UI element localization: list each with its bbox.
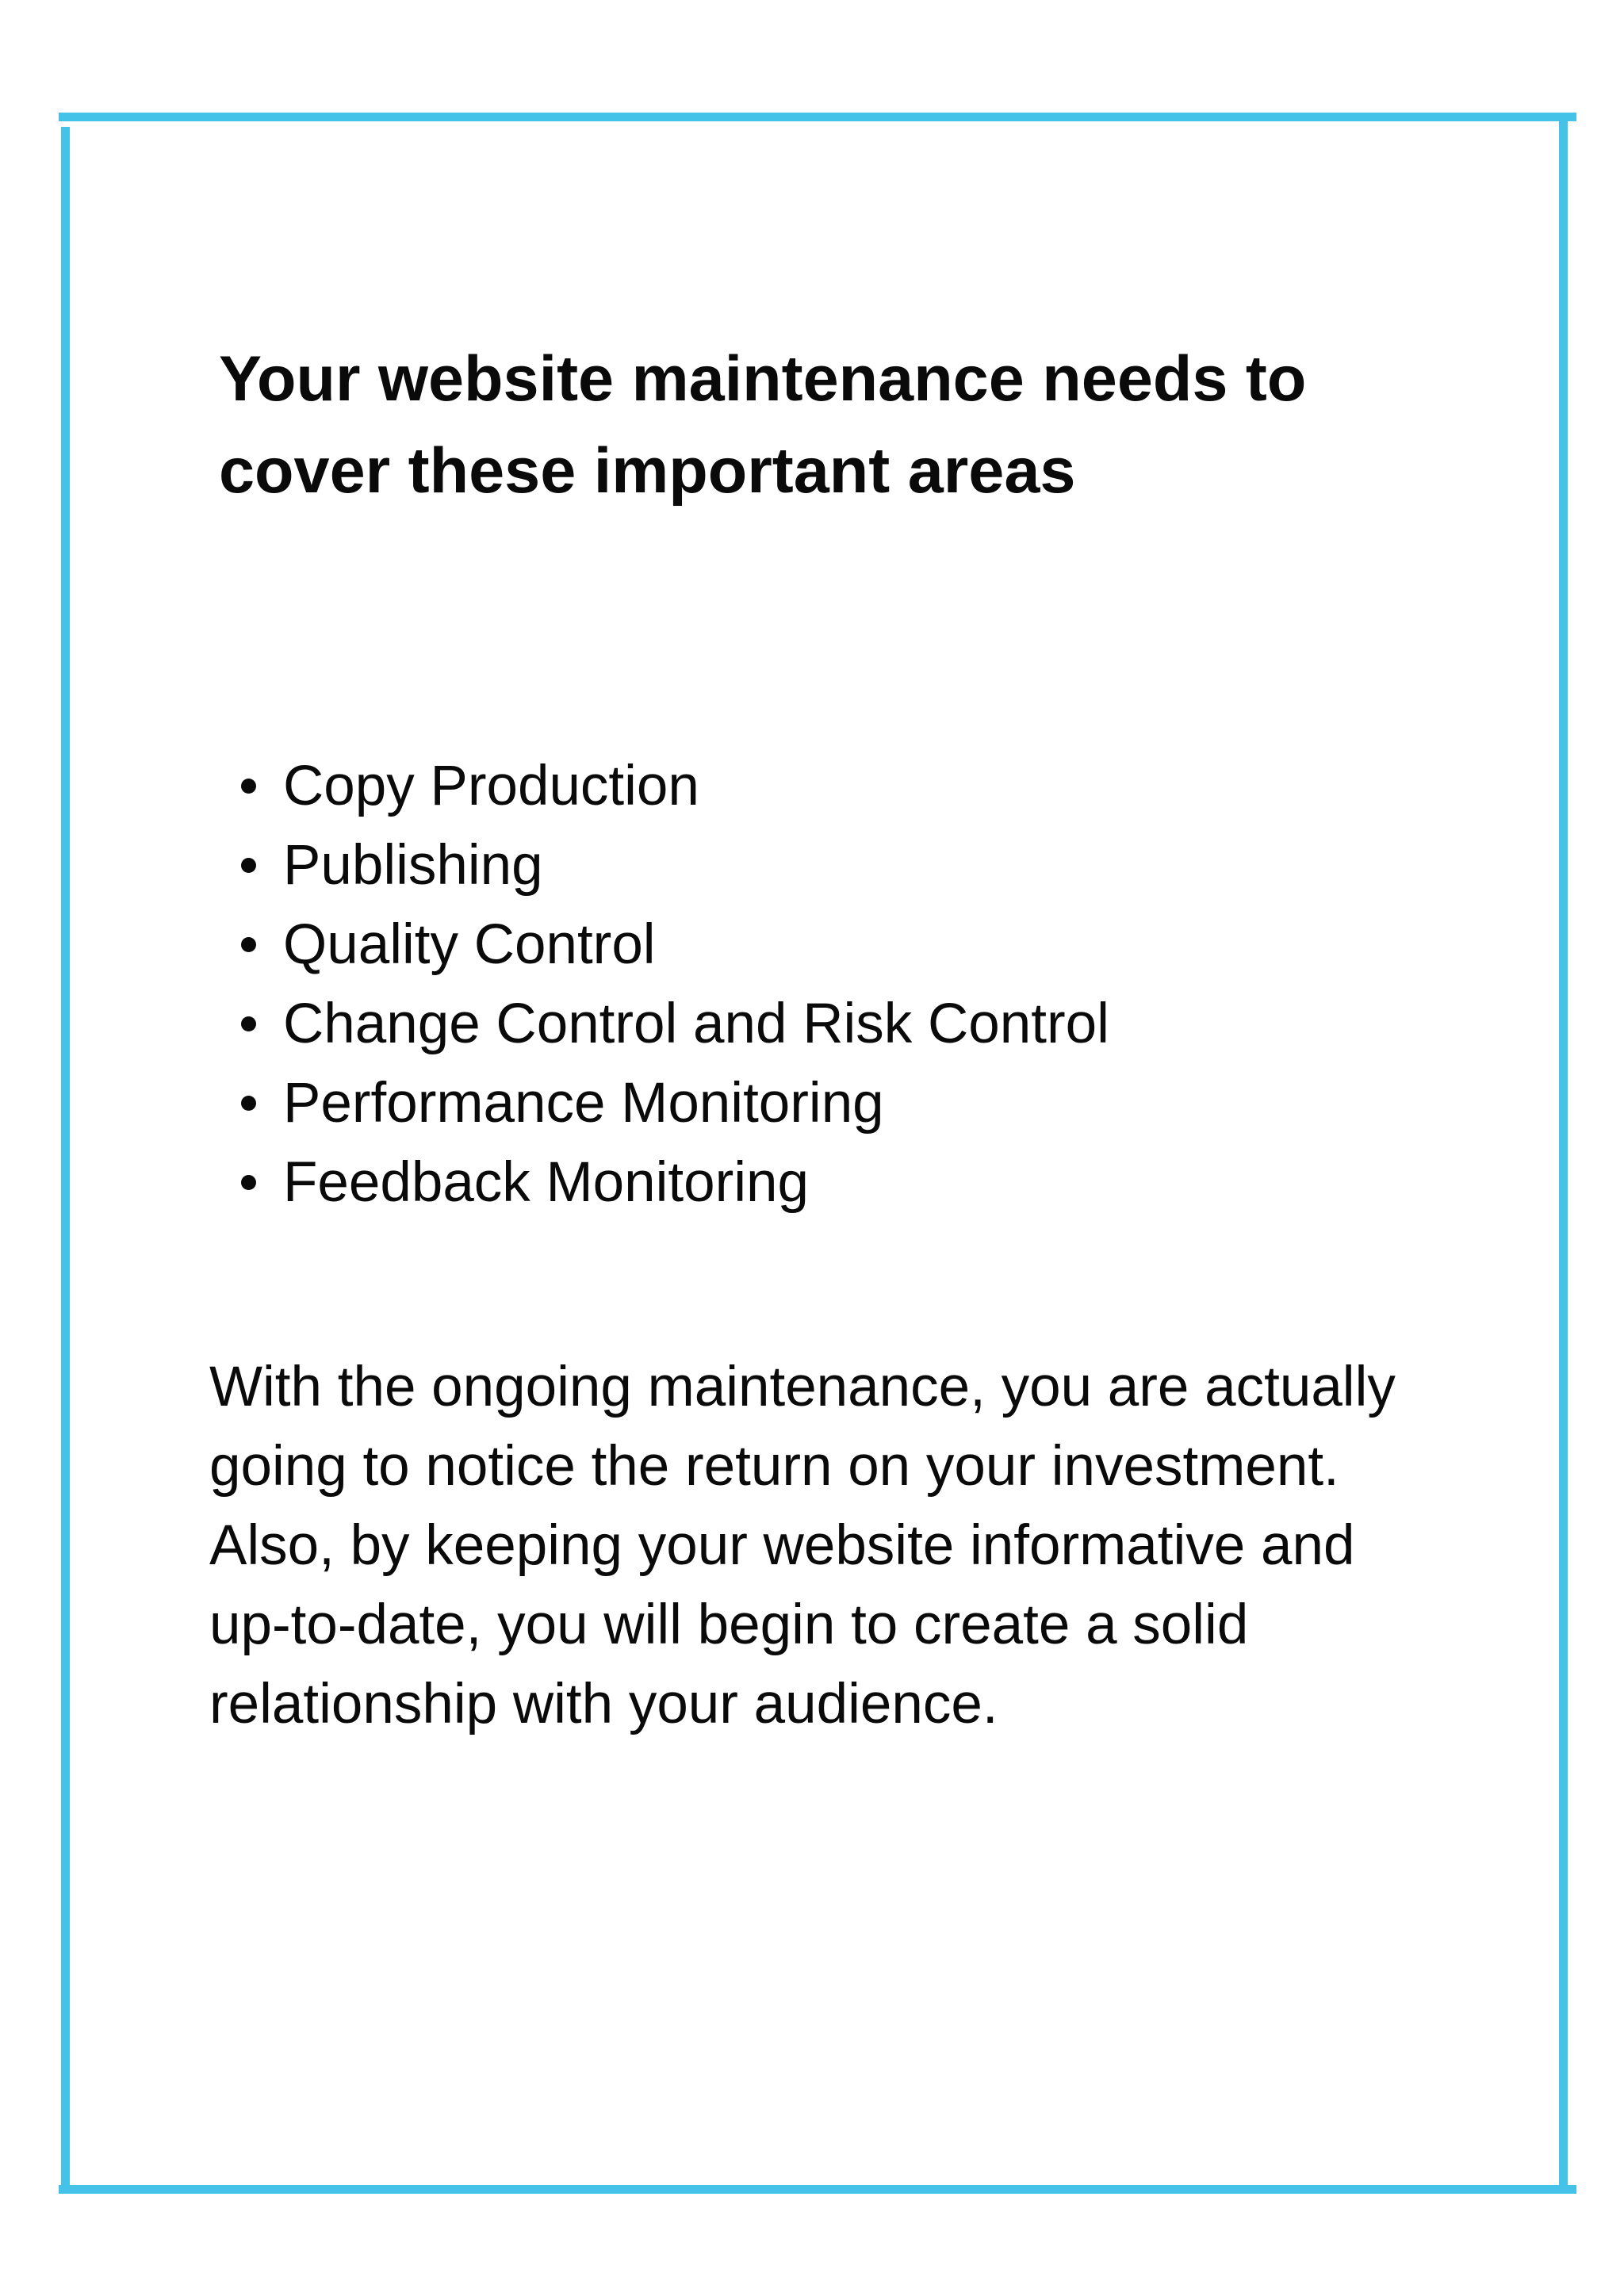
paragraph-line-3: Also, by keeping your website informative and bbox=[209, 1514, 1355, 1577]
bullet-dot-icon bbox=[241, 1016, 256, 1031]
bullet-dot-icon bbox=[241, 1175, 256, 1190]
paragraph-line-2: going to notice the return on your investment. bbox=[209, 1435, 1339, 1498]
list-item-text: Publishing bbox=[283, 834, 543, 897]
list-item bbox=[219, 1143, 1456, 1223]
paragraph-line-5: relationship with your audience. bbox=[209, 1673, 998, 1735]
bullet-dot-icon bbox=[241, 858, 256, 873]
list-item-text: Performance Monitoring bbox=[283, 1072, 884, 1135]
body-paragraph bbox=[209, 1348, 1462, 1744]
list-item-text: Feedback Monitoring bbox=[283, 1151, 810, 1214]
frame-bottom-border bbox=[59, 2185, 1576, 2194]
heading-line-2: cover these important areas bbox=[219, 435, 1076, 507]
frame-left-border bbox=[61, 127, 70, 2194]
bullet-dot-icon bbox=[241, 1096, 256, 1111]
paragraph-line-1: With the ongoing maintenance, you are actually bbox=[209, 1356, 1396, 1418]
list-item bbox=[219, 747, 1456, 826]
bullet-dot-icon bbox=[241, 779, 256, 794]
page-heading bbox=[219, 333, 1456, 517]
frame-right-border bbox=[1559, 113, 1568, 2194]
list-item bbox=[219, 905, 1456, 985]
list-item bbox=[219, 1064, 1456, 1143]
paragraph-line-4: up-to-date, you will begin to create a solid bbox=[209, 1594, 1249, 1656]
frame-top-border bbox=[59, 113, 1576, 121]
list-item bbox=[219, 985, 1456, 1064]
heading-line-1: Your website maintenance needs to bbox=[219, 343, 1307, 415]
bullet-dot-icon bbox=[241, 937, 256, 952]
list-item bbox=[219, 826, 1456, 905]
maintenance-areas-list bbox=[219, 747, 1456, 1223]
list-item-text: Copy Production bbox=[283, 755, 699, 817]
list-item-text: Change Control and Risk Control bbox=[283, 993, 1109, 1055]
list-item-text: Quality Control bbox=[283, 913, 656, 976]
